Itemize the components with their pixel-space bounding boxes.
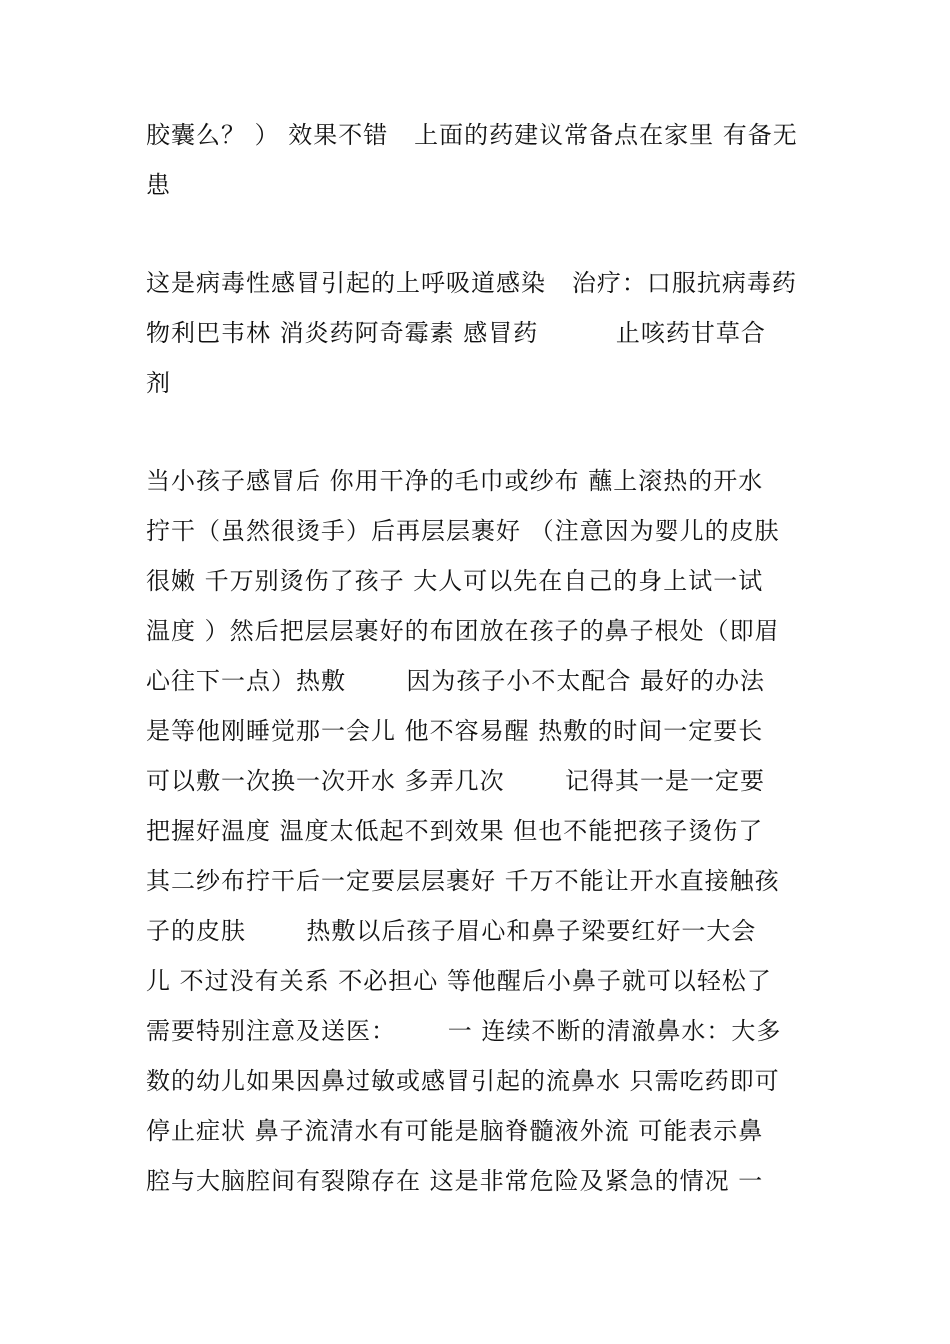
text-line: 是等他刚睡觉那一会儿 他不容易醒 热敷的时间一定要长: [146, 717, 764, 745]
text-line: 很嫩 千万别烫伤了孩子 大人可以先在自己的身上试一试: [146, 567, 764, 595]
text-line: 把握好温度 温度太低起不到效果 但也不能把孩子烫伤了: [146, 817, 764, 845]
text-line: 其二纱布拧干后一定要层层裹好 千万不能让开水直接触孩: [146, 867, 780, 895]
paragraph-hot-compress: [146, 456, 816, 1206]
text-line: 当小孩子感冒后 你用干净的毛巾或纱布 蘸上滚热的开水: [146, 467, 764, 495]
paragraph-medicine-note: [146, 110, 816, 210]
text-line: 心往下一点）热敷 因为孩子小不太配合 最好的办法: [146, 667, 766, 695]
text-line: 胶囊么？ ） 效果不错 上面的药建议常备点在家里 有备无: [146, 121, 798, 149]
text-line: 可以敷一次换一次开水 多弄几次 记得其一是一定要: [146, 767, 766, 795]
text-line: 物利巴韦林 消炎药阿奇霉素 感冒药 止咳药甘草合: [146, 319, 766, 347]
text-line: 停止症状 鼻子流清水有可能是脑脊髓液外流 可能表示鼻: [146, 1117, 764, 1145]
text-line: 腔与大脑腔间有裂隙存在 这是非常危险及紧急的情况 一: [146, 1167, 764, 1195]
text-line: 温度 ）然后把层层裹好的布团放在孩子的鼻子根处（即眉: [146, 617, 780, 645]
text-line: 数的幼儿如果因鼻过敏或感冒引起的流鼻水 只需吃药即可: [146, 1067, 780, 1095]
text-line: 患: [146, 171, 171, 199]
text-line: 儿 不过没有关系 不必担心 等他醒后小鼻子就可以轻松了: [146, 967, 772, 995]
text-line: 这是病毒性感冒引起的上呼吸道感染 治疗：口服抗病毒药: [146, 269, 797, 297]
text-line: 拧干（虽然很烫手）后再层层裹好 （注意因为婴儿的皮肤: [146, 517, 780, 545]
text-line: 需要特别注意及送医： 一 连续不断的清澈鼻水：大多: [146, 1017, 782, 1045]
paragraph-treatment: [146, 258, 816, 408]
text-line: 子的皮肤 热敷以后孩子眉心和鼻子梁要红好一大会: [146, 917, 757, 945]
text-line: 剂: [146, 369, 171, 397]
